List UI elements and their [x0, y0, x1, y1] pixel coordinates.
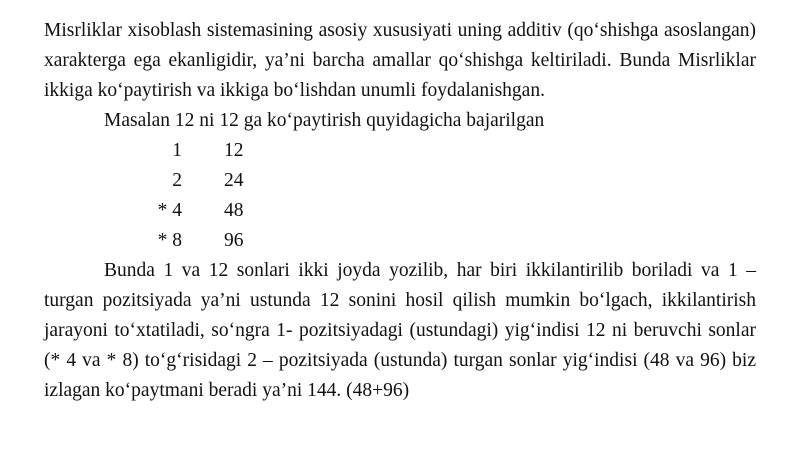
paragraph-explanation: Bunda 1 va 12 sonlari ikki joyda yozilib, har biri ikkilantirilib boriladi va 1 – turgan pozitsiyada ya’ni ustunda 12 sonini hosil qilish mumkin bo‘lgach, ikkilantirish jarayoni to‘xtatiladi, so‘ngra 1- pozitsiyadagi (ustundagi) yig‘indisi 12 ni beruvchi sonlar (* 4 va * 8) to‘g‘risidagi 2 – pozitsiyada (ustunda) turgan sonlar yig‘indisi (48 va 96) biz izlagan ko‘paytmani beradi ya’ni 144. (48+96) [44, 260, 756, 401]
table-cell-right: 24 [224, 170, 244, 191]
table-row [44, 226, 344, 256]
document-page [44, 16, 756, 406]
table-cell-right: 12 [224, 140, 244, 161]
paragraph-intro: Misrliklar xisoblash sistemasining asosiy xususiyati uning additiv (qo‘shishga asoslangan) xarakterga ega ekanligidir, ya’ni barcha amallar qo‘shishga keltiriladi. Bunda Misrliklar ikkiga ko‘paytirish va ikkiga bo‘lishdan unumli foydalanishgan. [44, 20, 756, 101]
table-cell-left: * 8 [157, 230, 182, 251]
table-cell-right: 48 [224, 200, 244, 221]
table-cell-left: 1 [172, 140, 182, 161]
paragraph-example: Masalan 12 ni 12 ga ko‘paytirish quyidagicha bajarilgan [104, 110, 545, 131]
table-cell-left: * 4 [157, 200, 182, 221]
table-cell-right: 96 [224, 230, 244, 251]
table-row [44, 196, 344, 226]
table-cell-left: 2 [172, 170, 182, 191]
table-row [44, 136, 344, 166]
multiplication-table [44, 136, 756, 256]
table-row [44, 166, 344, 196]
